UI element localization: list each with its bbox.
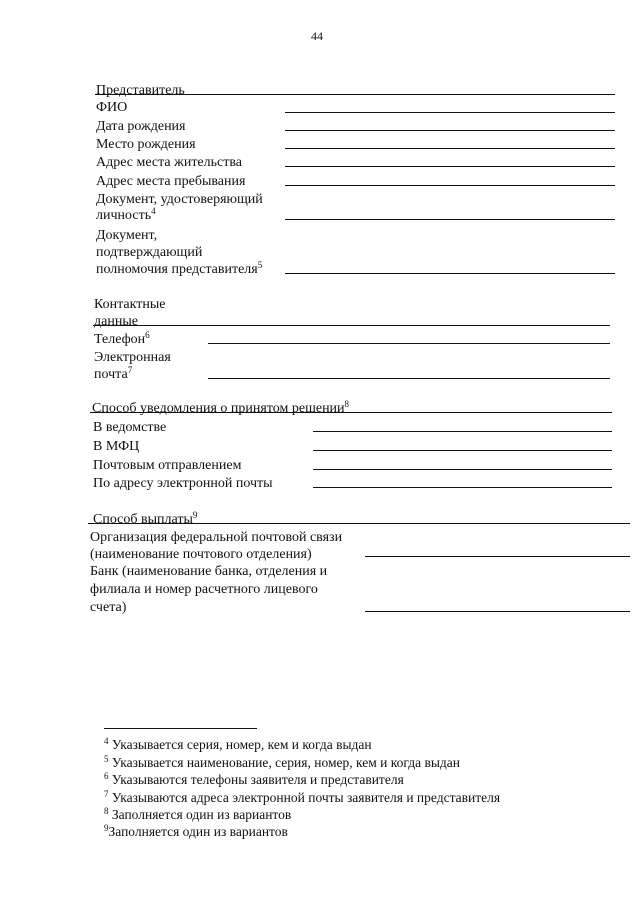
payment-title: Способ выплаты$^9$ [93,510,198,527]
power-document-label-line3: полномочия представителя$^5$ [96,260,263,277]
footnote-7: $^7$ Указываются адреса электронной почты заявителя и представителя [104,789,501,805]
footnote-ref-7: 7 [127,365,133,375]
payment-title-underline [88,523,630,524]
notification-title: Способ уведомления о принятом решении$^8$ [92,399,350,416]
notify-email-field[interactable] [313,487,612,488]
birth-date-label: Дата рождения [96,119,186,134]
footnote-ref-6: 6 [145,330,150,340]
footnote-6: $^6$ Указываются телефоны заявителя и представителя [104,771,404,787]
notify-agency-field[interactable] [313,431,612,432]
contacts-title-line1: Контактные [94,297,166,312]
residence-address-field[interactable] [285,166,615,167]
stay-address-label: Адрес места пребывания [96,174,246,189]
payment-post-field[interactable] [365,556,630,557]
fio-field[interactable] [285,112,615,113]
email-field[interactable] [208,378,610,379]
phone-label: Телефон$^6$ [94,330,150,347]
stay-address-field[interactable] [285,185,615,186]
id-document-field[interactable] [285,219,615,220]
email-label-line1: Электронная [94,350,171,365]
notification-title-underline [90,412,612,413]
footnote-ref-5: 5 [257,260,263,270]
residence-address-label: Адрес места жительства [96,155,242,170]
notify-post-field[interactable] [313,469,612,470]
notify-mfc-field[interactable] [313,450,612,451]
phone-field[interactable] [208,343,610,344]
payment-post-label-line1: Организация федеральной почтовой связи [90,530,343,545]
footnote-separator [104,728,257,729]
birth-date-field[interactable] [285,130,615,131]
footnote-9: $^9$Заполняется один из вариантов [104,823,288,839]
footnote-ref-8: 8 [344,399,350,409]
id-document-label-line2: личность$^4$ [96,206,156,223]
power-document-label-line1: Документ, [96,228,158,243]
notify-post-label: Почтовым отправлением [93,458,242,473]
footnote-ref-9: 9 [192,510,198,520]
footnote-8: $^8$ Заполняется один из вариантов [104,806,292,822]
payment-post-label-line2: (наименование почтового отделения) [90,547,312,562]
representative-title: Представитель [96,83,185,98]
footnote-ref-4: 4 [151,206,156,216]
footnote-5: $^5$ Указывается наименование, серия, номер, кем и когда выдан [104,754,460,770]
email-label-line2: почта$^7$ [94,365,133,382]
contacts-title-line2: данные [94,314,138,329]
payment-bank-field[interactable] [365,611,630,612]
payment-bank-label-line3: счета) [90,600,127,615]
notify-agency-label: В ведомстве [93,420,167,435]
power-document-label-line2: подтверждающий [96,245,203,260]
page-number: 44 [311,29,323,43]
payment-bank-label-line2: филиала и номер расчетного лицевого [90,582,318,597]
representative-title-underline [95,94,615,95]
power-document-field[interactable] [285,273,615,274]
footnote-4: $^4$ Указывается серия, номер, кем и когда выдан [104,736,372,752]
fio-label: ФИО [96,100,128,115]
birth-place-label: Место рождения [96,137,196,152]
id-document-label-line1: Документ, удостоверяющий [96,192,263,207]
contacts-title-underline [93,325,610,326]
birth-place-field[interactable] [285,148,615,149]
notify-mfc-label: В МФЦ [93,439,140,454]
payment-bank-label-line1: Банк (наименование банка, отделения и [90,564,328,579]
notify-email-label: По адресу электронной почты [93,476,273,491]
